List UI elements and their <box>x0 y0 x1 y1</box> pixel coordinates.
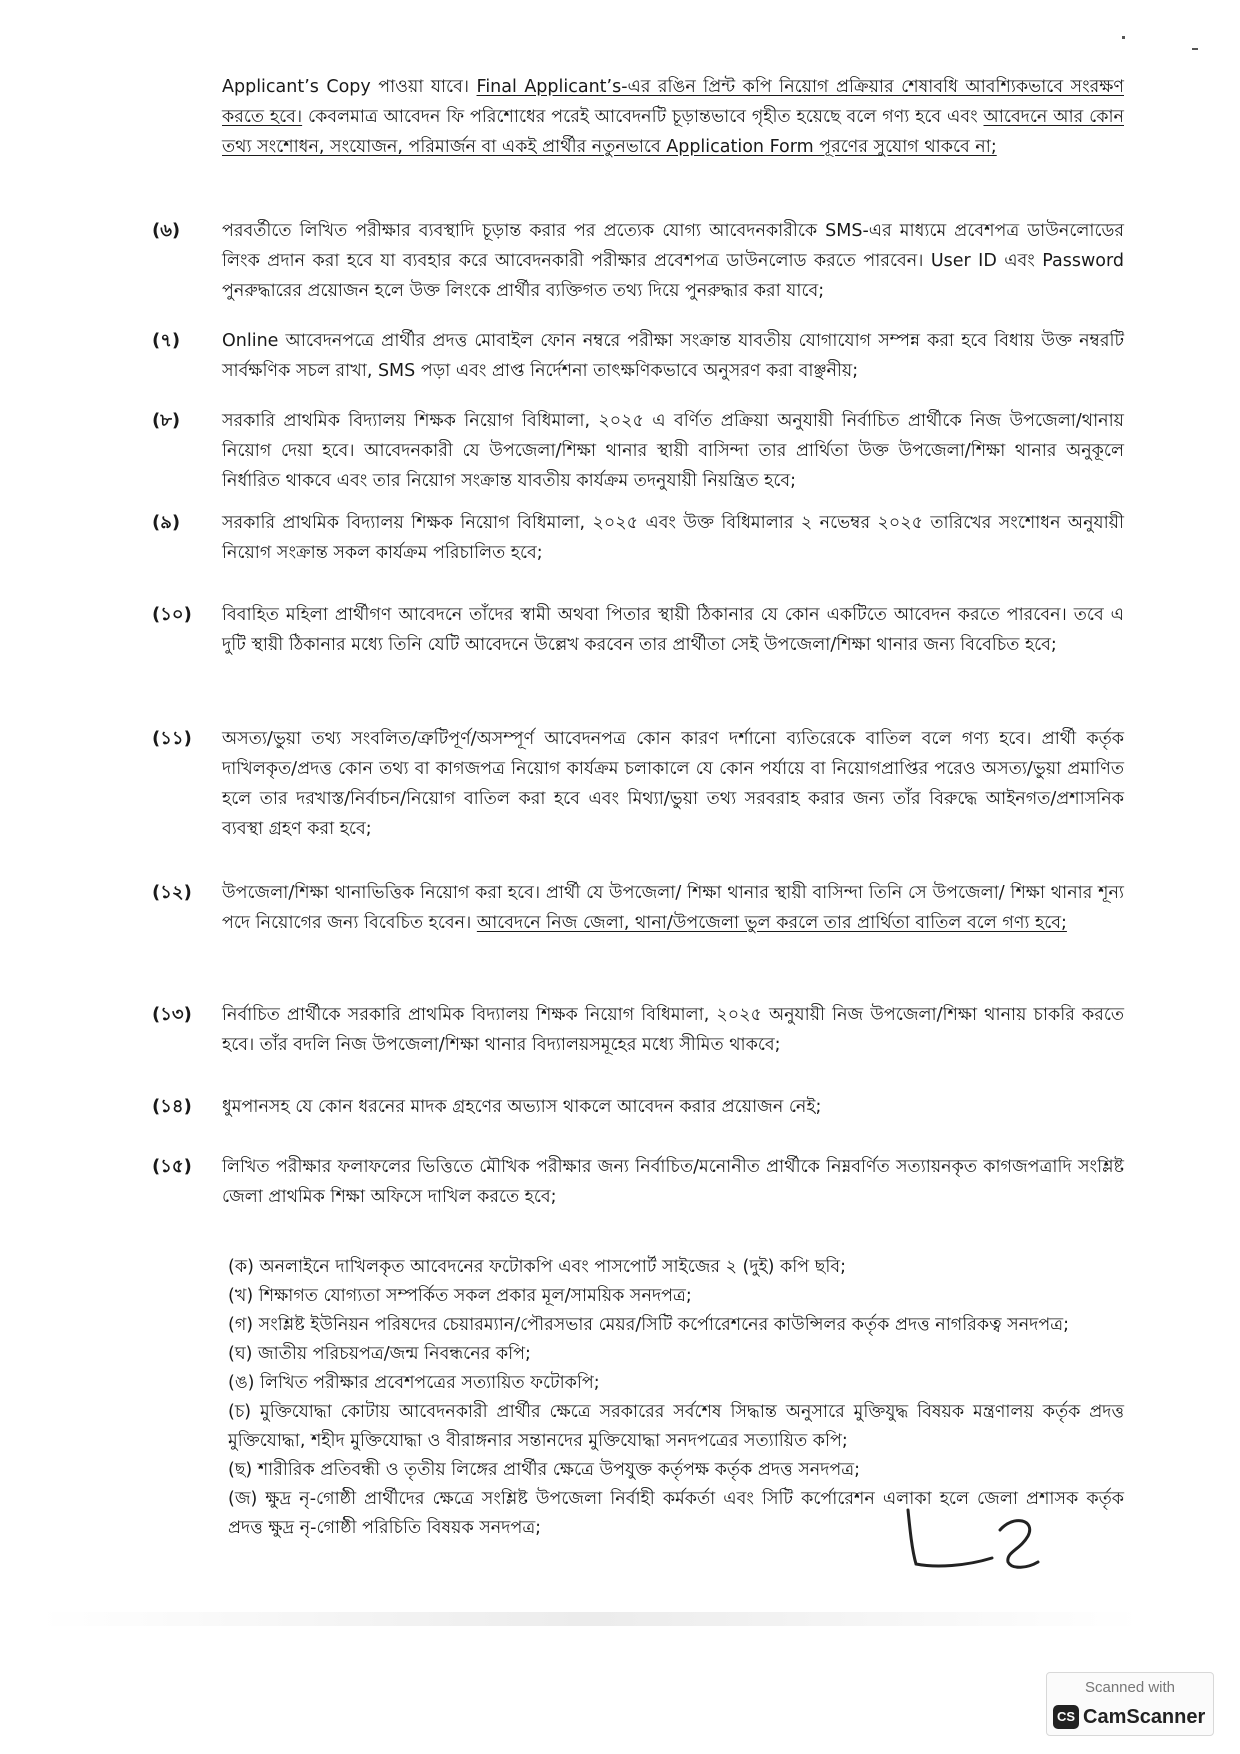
item-number: (৭) <box>152 330 181 351</box>
item-text: সরকারি প্রাথমিক বিদ্যালয় শিক্ষক নিয়োগ বিধিমালা, ২০২৫ এবং উক্ত বিধিমালার ২ নভেম্বর ২০২৫ তারিখের সংশোধন অনুযায়ী নিয়োগ সংক্রান্ত সকল কার্যক্রম পরিচালিত হবে; <box>222 513 1124 563</box>
list-item: (ক) অনলাইনে দাখিলকৃত আবেদনের ফটোকপি এবং পাসপোর্ট সাইজের ২ (দুই) কপি ছবি; <box>228 1257 846 1277</box>
continuation-paragraph: Applicant’s Copy পাওয়া যাবে। Final Applicant’s-এর রঙিন প্রিন্ট কপি নিয়োগ প্রক্রিয়ার শেষাবধি আবশ্যিকভাবে সংরক্ষণ করতে হবে। কেবলমাত্র আবেদন ফি পরিশোধের পরেই আবেদনটি চূড়ান্তভাবে গৃহীত হয়েছে বলে গণ্য হবে এবং আবেদনে আর কোন তথ্য সংশোধন, সংযোজন, পরিমার্জন বা একই প্রার্থীর নতুনভাবে Application Form পূরণের সুযোগ থাকবে না; <box>222 77 1124 157</box>
item-text: উপজেলা/শিক্ষা থানাভিত্তিক নিয়োগ করা হবে। প্রার্থী যে উপজেলা/ শিক্ষা থানার স্থায়ী বাসিন্দা তিনি সে উপজেলা/ শিক্ষা থানার শূন্য পদে নিয়োগের জন্য বিবেচিত হবেন। আবেদনে নিজ জেলা, থানা/উপজেলা ভুল করলে তার প্রার্থিতা বাতিল বলে গণ্য হবে; <box>222 883 1124 933</box>
item-number: (১৪) <box>152 1096 192 1117</box>
item-number: (১১) <box>152 728 192 749</box>
camscanner-brand: CamScanner <box>1083 1706 1206 1728</box>
underlined-note: আবেদনে আর কোন তথ্য সংশোধন, সংযোজন, পরিমার্জন বা একই প্রার্থীর নতুনভাবে Application Form পূরণের সুযোগ থাকবে না; <box>222 107 1124 157</box>
underlined-note: Final Applicant’s-এর রঙিন প্রিন্ট কপি নিয়োগ প্রক্রিয়ার শেষাবধি আবশ্যিকভাবে সংরক্ষণ করতে হবে। <box>222 77 1124 127</box>
underlined-note: আবেদনে নিজ জেলা, থানা/উপজেলা ভুল করলে তার প্রার্থিতা বাতিল বলে গণ্য হবে; <box>476 913 1067 933</box>
list-item: (ঘ) জাতীয় পরিচয়পত্র/জন্ম নিবন্ধনের কপি; <box>228 1344 531 1364</box>
item-text: Online আবেদনপত্রে প্রার্থীর প্রদত্ত মোবাইল ফোন নম্বরে পরীক্ষা সংক্রান্ত যাবতীয় যোগাযোগ সম্পন্ন করা হবে বিধায় উক্ত নম্বরটি সার্বক্ষণিক সচল রাখা, SMS পড়া এবং প্রাপ্ত নির্দেশনা তাৎক্ষণিকভাবে অনুসরণ করা বাঞ্ছনীয়; <box>222 331 1124 381</box>
scanner-watermark <box>1046 1672 1214 1736</box>
list-item: (জ) ক্ষুদ্র নৃ-গোষ্ঠী প্রার্থীদের ক্ষেত্রে সংশ্লিষ্ট উপজেলা নির্বাহী কর্মকর্তা এবং সিটি কর্পোরেশন এলাকা হলে জেলা প্রশাসক কর্তৃক প্রদত্ত ক্ষুদ্র নৃ-গোষ্ঠী পরিচিতি বিষয়ক সনদপত্র; <box>228 1489 1124 1538</box>
item-text: নির্বাচিত প্রার্থীকে সরকারি প্রাথমিক বিদ্যালয় শিক্ষক নিয়োগ বিধিমালা, ২০২৫ অনুযায়ী নিজ উপজেলা/শিক্ষা থানায় চাকরি করতে হবে। তাঁর বদলি নিজ উপজেলা/শিক্ষা থানার বিদ্যালয়সমূহের মধ্যে সীমিত থাকবে; <box>222 1005 1124 1055</box>
scan-speck <box>1122 36 1125 39</box>
item-number: (৮) <box>152 410 181 431</box>
scanned-with-text: Scanned with <box>1084 1679 1176 1696</box>
item-number: (১৫) <box>152 1156 192 1177</box>
item-number: (১২) <box>152 882 192 903</box>
item-number: (১০) <box>152 604 192 625</box>
scan-shadow <box>40 1612 1140 1626</box>
item-text: পরবর্তীতে লিখিত পরীক্ষার ব্যবস্থাদি চূড়ান্ত করার পর প্রত্যেক যোগ্য আবেদনকারীকে SMS-এর মাধ্যমে প্রবেশপত্র ডাউনলোডের লিংক প্রদান করা হবে যা ব্যবহার করে আবেদনকারী পরীক্ষার প্রবেশপত্র ডাউনলোড করতে পারবেন। User ID এবং Password পুনরুদ্ধারের প্রয়োজন হলে উক্ত লিংকে প্রার্থীর ব্যক্তিগত তথ্য দিয়ে পুনরুদ্ধার করা যাবে; <box>222 221 1124 301</box>
item-text: বিবাহিত মহিলা প্রার্থীগণ আবেদনে তাঁদের স্বামী অথবা পিতার স্থায়ী ঠিকানার যে কোন একটিতে আবেদন করতে পারবেন। তবে এ দুটি স্থায়ী ঠিকানার মধ্যে তিনি যেটি আবেদনে উল্লেখ করবেন তার প্রার্থীতা সেই উপজেলা/শিক্ষা থানার জন্য বিবেচিত হবে; <box>222 605 1124 655</box>
handwritten-signature-icon <box>896 1500 1046 1580</box>
item-text: লিখিত পরীক্ষার ফলাফলের ভিত্তিতে মৌখিক পরীক্ষার জন্য নির্বাচিত/মনোনীত প্রার্থীকে নিম্নবর্ণিত সত্যায়নকৃত কাগজপত্রাদি সংশ্লিষ্ট জেলা প্রাথমিক শিক্ষা অফিসে দাখিল করতে হবে; <box>222 1157 1124 1207</box>
scan-speck <box>1192 48 1198 50</box>
item-number: (৬) <box>152 220 181 241</box>
item-text: সরকারি প্রাথমিক বিদ্যালয় শিক্ষক নিয়োগ বিধিমালা, ২০২৫ এ বর্ণিত প্রক্রিয়া অনুযায়ী নির্বাচিত প্রার্থীকে নিজ উপজেলা/থানায় নিয়োগ দেয়া হবে। আবেদনকারী যে উপজেলা/শিক্ষা থানার স্থায়ী বাসিন্দা তার প্রার্থিতা উক্ত উপজেলা/শিক্ষা থানার অনুকূলে নির্ধারিত থাকবে এবং তার নিয়োগ সংক্রান্ত যাবতীয় কার্যক্রম তদনুযায়ী নিয়ন্ত্রিত হবে; <box>222 411 1124 491</box>
item-number: (১৩) <box>152 1004 192 1025</box>
list-item: (ঙ) লিখিত পরীক্ষার প্রবেশপত্রের সত্যায়িত ফটোকপি; <box>228 1373 600 1393</box>
item-text: অসত্য/ভুয়া তথ্য সংবলিত/ত্রুটিপূর্ণ/অসম্পূর্ণ আবেদনপত্র কোন কারণ দর্শানো ব্যতিরেকে বাতিল বলে গণ্য হবে। প্রার্থী কর্তৃক দাখিলকৃত/প্রদত্ত কোন তথ্য বা কাগজপত্র নিয়োগ কার্যক্রম চলাকালে যে কোন পর্যায়ে বা নিয়োগপ্রাপ্তির পরেও অসত্য/ভুয়া প্রমাণিত হলে তার দরখাস্ত/নির্বাচন/নিয়োগ বাতিল করা হবে এবং মিথ্যা/ভুয়া তথ্য সরবরাহ করার জন্য তাঁর বিরুদ্ধে আইনগত/প্রশাসনিক ব্যবস্থা গ্রহণ করা হবে; <box>222 729 1124 839</box>
camscanner-logo-icon: CS <box>1053 1705 1079 1729</box>
list-item: (ছ) শারীরিক প্রতিবন্ধী ও তৃতীয় লিঙ্গের প্রার্থীর ক্ষেত্রে উপযুক্ত কর্তৃপক্ষ কর্তৃক প্রদত্ত সনদপত্র; <box>228 1460 861 1480</box>
list-item: (চ) মুক্তিযোদ্ধা কোটায় আবেদনকারী প্রার্থীর ক্ষেত্রে সরকারের সর্বশেষ সিদ্ধান্ত অনুসারে মুক্তিযুদ্ধ বিষয়ক মন্ত্রণালয় কর্তৃক প্রদত্ত মুক্তিযোদ্ধা, শহীদ মুক্তিযোদ্ধা ও বীরাঙ্গনার সন্তানদের মুক্তিযোদ্ধা সনদপত্রের সত্যায়িত কপি; <box>228 1402 1124 1451</box>
list-item: (খ) শিক্ষাগত যোগ্যতা সম্পর্কিত সকল প্রকার মূল/সাময়িক সনদপত্র; <box>228 1286 692 1306</box>
item-number: (৯) <box>152 512 181 533</box>
item-text: ধুমপানসহ যে কোন ধরনের মাদক গ্রহণের অভ্যাস থাকলে আবেদন করার প্রয়োজন নেই; <box>222 1097 822 1117</box>
list-item: (গ) সংশ্লিষ্ট ইউনিয়ন পরিষদের চেয়ারম্যান/পৌরসভার মেয়র/সিটি কর্পোরেশনের কাউন্সিলর কর্তৃক প্রদত্ত নাগরিকত্ব সনদপত্র; <box>228 1315 1069 1335</box>
